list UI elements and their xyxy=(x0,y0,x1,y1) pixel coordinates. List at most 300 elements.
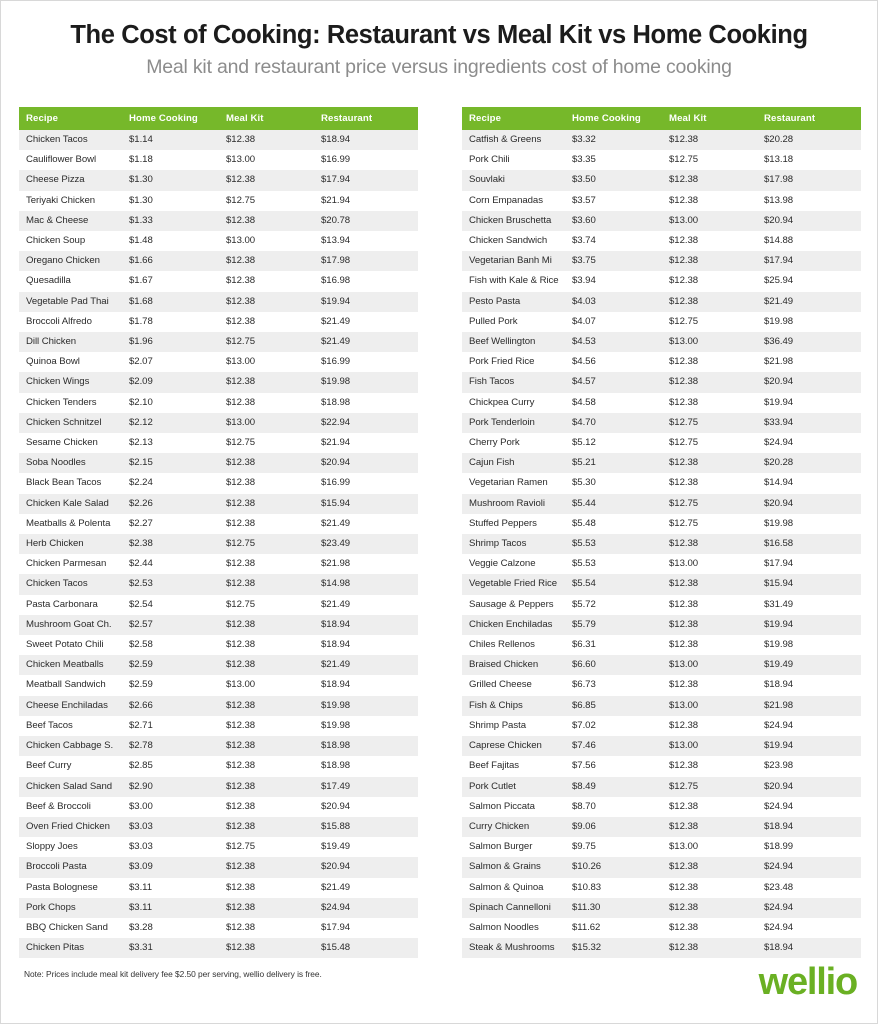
column-header-home-cooking: Home Cooking xyxy=(565,107,662,130)
cell-restaurant: $15.94 xyxy=(757,574,861,594)
cell-meal-kit: $12.75 xyxy=(662,150,757,170)
cell-recipe: Sausage & Peppers xyxy=(462,595,565,615)
cell-meal-kit: $12.38 xyxy=(662,857,757,877)
cell-home-cooking: $1.33 xyxy=(122,211,219,231)
table-row xyxy=(19,797,418,817)
footnote: Note: Prices include meal kit delivery fee $2.50 per serving, wellio delivery is free. xyxy=(24,969,322,979)
cell-restaurant: $21.49 xyxy=(314,332,418,352)
cell-recipe: Pork Chops xyxy=(19,898,122,918)
table-row xyxy=(19,170,418,190)
table-row xyxy=(19,615,418,635)
cell-restaurant: $13.18 xyxy=(757,150,861,170)
cell-home-cooking: $3.94 xyxy=(565,271,662,291)
cell-meal-kit: $12.38 xyxy=(219,574,314,594)
cell-restaurant: $17.94 xyxy=(757,554,861,574)
cell-meal-kit: $12.38 xyxy=(662,797,757,817)
cell-restaurant: $20.94 xyxy=(314,453,418,473)
cell-meal-kit: $13.00 xyxy=(219,413,314,433)
cell-meal-kit: $13.00 xyxy=(662,211,757,231)
cell-restaurant: $17.98 xyxy=(314,251,418,271)
table-row xyxy=(462,191,861,211)
cell-home-cooking: $4.53 xyxy=(565,332,662,352)
cell-restaurant: $19.94 xyxy=(757,615,861,635)
cell-home-cooking: $4.03 xyxy=(565,292,662,312)
cell-meal-kit: $13.00 xyxy=(662,736,757,756)
table-head-right xyxy=(462,107,861,130)
cell-recipe: Salmon Burger xyxy=(462,837,565,857)
cell-home-cooking: $11.62 xyxy=(565,918,662,938)
cell-recipe: Sesame Chicken xyxy=(19,433,122,453)
cell-home-cooking: $6.85 xyxy=(565,696,662,716)
cell-home-cooking: $2.38 xyxy=(122,534,219,554)
cell-recipe: Stuffed Peppers xyxy=(462,514,565,534)
cell-restaurant: $18.94 xyxy=(314,615,418,635)
cell-restaurant: $20.78 xyxy=(314,211,418,231)
cell-restaurant: $20.94 xyxy=(757,211,861,231)
cell-meal-kit: $12.38 xyxy=(219,170,314,190)
table-row xyxy=(19,494,418,514)
cell-home-cooking: $8.49 xyxy=(565,777,662,797)
left-table-block xyxy=(19,107,418,958)
cell-meal-kit: $12.38 xyxy=(219,251,314,271)
cell-recipe: Meatballs & Polenta xyxy=(19,514,122,534)
cell-recipe: Salmon Noodles xyxy=(462,918,565,938)
cell-home-cooking: $1.18 xyxy=(122,150,219,170)
cell-meal-kit: $12.38 xyxy=(219,494,314,514)
cell-restaurant: $18.94 xyxy=(314,130,418,150)
cell-recipe: Broccoli Alfredo xyxy=(19,312,122,332)
cell-home-cooking: $3.11 xyxy=(122,898,219,918)
cell-recipe: Chickpea Curry xyxy=(462,393,565,413)
page-footer xyxy=(1,961,878,1023)
cell-recipe: Chicken Salad Sand xyxy=(19,777,122,797)
table-row xyxy=(462,817,861,837)
cell-meal-kit: $12.75 xyxy=(219,595,314,615)
cell-meal-kit: $12.38 xyxy=(219,938,314,958)
table-body-right xyxy=(462,130,861,958)
cell-restaurant: $18.99 xyxy=(757,837,861,857)
cell-meal-kit: $12.38 xyxy=(219,473,314,493)
cell-restaurant: $21.49 xyxy=(314,655,418,675)
page-subtitle: Meal kit and restaurant price versus ingredients cost of home cooking xyxy=(146,56,732,79)
cell-home-cooking: $2.10 xyxy=(122,393,219,413)
cell-home-cooking: $1.66 xyxy=(122,251,219,271)
table-row xyxy=(462,473,861,493)
cell-meal-kit: $12.38 xyxy=(219,716,314,736)
cell-recipe: Chicken Pitas xyxy=(19,938,122,958)
cell-meal-kit: $12.38 xyxy=(662,453,757,473)
cell-meal-kit: $12.38 xyxy=(219,292,314,312)
cell-restaurant: $24.94 xyxy=(757,898,861,918)
cell-meal-kit: $12.38 xyxy=(219,696,314,716)
cell-recipe: Souvlaki xyxy=(462,170,565,190)
cell-recipe: Beef Fajitas xyxy=(462,756,565,776)
cell-restaurant: $23.48 xyxy=(757,878,861,898)
cell-home-cooking: $7.56 xyxy=(565,756,662,776)
cell-restaurant: $14.88 xyxy=(757,231,861,251)
cell-restaurant: $24.94 xyxy=(314,898,418,918)
table-row xyxy=(19,716,418,736)
cell-meal-kit: $12.38 xyxy=(219,372,314,392)
cell-home-cooking: $2.90 xyxy=(122,777,219,797)
table-row xyxy=(19,817,418,837)
cell-recipe: Fish with Kale & Rice xyxy=(462,271,565,291)
cell-restaurant: $24.94 xyxy=(757,857,861,877)
cell-restaurant: $21.49 xyxy=(314,514,418,534)
cell-restaurant: $18.94 xyxy=(314,635,418,655)
cell-home-cooking: $2.78 xyxy=(122,736,219,756)
cell-meal-kit: $12.38 xyxy=(219,453,314,473)
cell-meal-kit: $12.38 xyxy=(662,574,757,594)
cell-home-cooking: $3.00 xyxy=(122,797,219,817)
table-row xyxy=(462,292,861,312)
cell-meal-kit: $12.38 xyxy=(219,797,314,817)
cell-home-cooking: $1.30 xyxy=(122,191,219,211)
cell-home-cooking: $5.44 xyxy=(565,494,662,514)
cell-meal-kit: $12.38 xyxy=(662,878,757,898)
cell-restaurant: $19.94 xyxy=(314,292,418,312)
cell-restaurant: $14.94 xyxy=(757,473,861,493)
cell-meal-kit: $12.38 xyxy=(662,898,757,918)
cell-restaurant: $19.94 xyxy=(757,393,861,413)
table-row xyxy=(462,797,861,817)
cell-meal-kit: $12.38 xyxy=(662,170,757,190)
cell-meal-kit: $12.38 xyxy=(662,938,757,958)
table-row xyxy=(462,170,861,190)
cell-recipe: Chicken Bruschetta xyxy=(462,211,565,231)
cell-restaurant: $36.49 xyxy=(757,332,861,352)
cell-meal-kit: $12.38 xyxy=(662,191,757,211)
table-row xyxy=(19,736,418,756)
table-row xyxy=(19,393,418,413)
cell-home-cooking: $5.79 xyxy=(565,615,662,635)
cell-recipe: Shrimp Tacos xyxy=(462,534,565,554)
cell-recipe: Meatball Sandwich xyxy=(19,675,122,695)
table-head-left xyxy=(19,107,418,130)
cell-restaurant: $15.88 xyxy=(314,817,418,837)
column-header-restaurant: Restaurant xyxy=(314,107,418,130)
cell-recipe: Fish & Chips xyxy=(462,696,565,716)
cell-restaurant: $16.99 xyxy=(314,150,418,170)
column-header-meal-kit: Meal Kit xyxy=(662,107,757,130)
cell-home-cooking: $1.67 xyxy=(122,271,219,291)
cell-recipe: Cajun Fish xyxy=(462,453,565,473)
cell-meal-kit: $12.38 xyxy=(219,878,314,898)
cell-recipe: Steak & Mushrooms xyxy=(462,938,565,958)
cell-restaurant: $21.49 xyxy=(314,595,418,615)
cell-home-cooking: $4.56 xyxy=(565,352,662,372)
cell-meal-kit: $12.38 xyxy=(219,655,314,675)
cell-home-cooking: $8.70 xyxy=(565,797,662,817)
cell-restaurant: $16.99 xyxy=(314,352,418,372)
cell-meal-kit: $12.75 xyxy=(219,433,314,453)
table-header-row xyxy=(462,107,861,130)
cell-home-cooking: $2.13 xyxy=(122,433,219,453)
table-row xyxy=(19,292,418,312)
cell-home-cooking: $5.72 xyxy=(565,595,662,615)
cell-home-cooking: $5.54 xyxy=(565,574,662,594)
cell-home-cooking: $11.30 xyxy=(565,898,662,918)
cell-meal-kit: $12.75 xyxy=(219,191,314,211)
cell-home-cooking: $1.30 xyxy=(122,170,219,190)
table-row xyxy=(19,534,418,554)
table-header-row xyxy=(19,107,418,130)
cell-meal-kit: $12.38 xyxy=(219,898,314,918)
cell-recipe: Pasta Carbonara xyxy=(19,595,122,615)
table-row xyxy=(19,332,418,352)
table-row xyxy=(462,675,861,695)
table-row xyxy=(462,534,861,554)
cell-restaurant: $21.98 xyxy=(757,696,861,716)
cell-restaurant: $21.94 xyxy=(314,433,418,453)
cell-home-cooking: $6.73 xyxy=(565,675,662,695)
table-row xyxy=(19,352,418,372)
cell-recipe: Caprese Chicken xyxy=(462,736,565,756)
cell-home-cooking: $6.31 xyxy=(565,635,662,655)
cell-restaurant: $20.28 xyxy=(757,453,861,473)
table-row xyxy=(19,857,418,877)
cell-recipe: Quinoa Bowl xyxy=(19,352,122,372)
cell-restaurant: $15.48 xyxy=(314,938,418,958)
cell-meal-kit: $12.38 xyxy=(219,635,314,655)
cell-recipe: Dill Chicken xyxy=(19,332,122,352)
cell-restaurant: $19.98 xyxy=(314,372,418,392)
table-row xyxy=(462,898,861,918)
cell-home-cooking: $2.15 xyxy=(122,453,219,473)
cell-restaurant: $17.49 xyxy=(314,777,418,797)
cell-restaurant: $24.94 xyxy=(757,716,861,736)
cell-meal-kit: $12.38 xyxy=(219,736,314,756)
table-row xyxy=(19,655,418,675)
cell-home-cooking: $5.53 xyxy=(565,554,662,574)
cell-recipe: Oregano Chicken xyxy=(19,251,122,271)
cell-restaurant: $19.98 xyxy=(314,716,418,736)
cell-recipe: Chicken Schnitzel xyxy=(19,413,122,433)
cell-home-cooking: $4.07 xyxy=(565,312,662,332)
table-row xyxy=(462,494,861,514)
cell-meal-kit: $12.75 xyxy=(219,534,314,554)
cell-restaurant: $19.98 xyxy=(757,312,861,332)
cell-meal-kit: $13.00 xyxy=(662,655,757,675)
cell-home-cooking: $2.59 xyxy=(122,655,219,675)
cell-restaurant: $18.94 xyxy=(314,675,418,695)
cell-recipe: Catfish & Greens xyxy=(462,130,565,150)
cell-recipe: Beef Curry xyxy=(19,756,122,776)
cell-recipe: Teriyaki Chicken xyxy=(19,191,122,211)
cell-restaurant: $24.94 xyxy=(757,918,861,938)
table-row xyxy=(462,736,861,756)
table-row xyxy=(19,130,418,150)
cell-restaurant: $21.94 xyxy=(314,191,418,211)
cell-meal-kit: $12.38 xyxy=(219,312,314,332)
table-row xyxy=(19,251,418,271)
cell-restaurant: $18.94 xyxy=(757,938,861,958)
table-row xyxy=(19,271,418,291)
cell-meal-kit: $13.00 xyxy=(219,231,314,251)
cell-home-cooking: $1.78 xyxy=(122,312,219,332)
table-row xyxy=(19,756,418,776)
cell-home-cooking: $9.06 xyxy=(565,817,662,837)
cell-home-cooking: $5.30 xyxy=(565,473,662,493)
cell-restaurant: $15.94 xyxy=(314,494,418,514)
cell-restaurant: $21.49 xyxy=(757,292,861,312)
cell-meal-kit: $12.75 xyxy=(662,514,757,534)
cell-recipe: Quesadilla xyxy=(19,271,122,291)
cell-meal-kit: $13.00 xyxy=(662,554,757,574)
table-row xyxy=(19,413,418,433)
table-row xyxy=(19,675,418,695)
cell-meal-kit: $13.00 xyxy=(662,332,757,352)
cell-home-cooking: $5.48 xyxy=(565,514,662,534)
cell-recipe: Corn Empanadas xyxy=(462,191,565,211)
cell-recipe: Salmon & Grains xyxy=(462,857,565,877)
cell-meal-kit: $12.38 xyxy=(662,675,757,695)
cell-restaurant: $19.49 xyxy=(757,655,861,675)
cell-meal-kit: $12.38 xyxy=(662,231,757,251)
cell-recipe: Cherry Pork xyxy=(462,433,565,453)
table-row xyxy=(462,878,861,898)
cell-home-cooking: $3.50 xyxy=(565,170,662,190)
column-header-meal-kit: Meal Kit xyxy=(219,107,314,130)
column-header-recipe: Recipe xyxy=(19,107,122,130)
cell-recipe: Salmon Piccata xyxy=(462,797,565,817)
table-row xyxy=(462,918,861,938)
cell-home-cooking: $2.85 xyxy=(122,756,219,776)
table-row xyxy=(19,554,418,574)
cell-home-cooking: $2.44 xyxy=(122,554,219,574)
cell-meal-kit: $12.38 xyxy=(662,372,757,392)
cell-recipe: Vegetarian Banh Mi xyxy=(462,251,565,271)
cell-meal-kit: $12.38 xyxy=(662,817,757,837)
cell-meal-kit: $12.38 xyxy=(662,534,757,554)
table-row xyxy=(462,332,861,352)
cell-restaurant: $21.98 xyxy=(757,352,861,372)
table-row xyxy=(19,372,418,392)
cell-recipe: Chicken Parmesan xyxy=(19,554,122,574)
cell-meal-kit: $12.38 xyxy=(662,716,757,736)
table-row xyxy=(19,635,418,655)
cell-restaurant: $33.94 xyxy=(757,413,861,433)
cell-restaurant: $19.94 xyxy=(757,736,861,756)
cell-home-cooking: $2.53 xyxy=(122,574,219,594)
cell-meal-kit: $12.38 xyxy=(662,473,757,493)
table-row xyxy=(462,574,861,594)
cell-recipe: Beef Wellington xyxy=(462,332,565,352)
cell-recipe: Chiles Rellenos xyxy=(462,635,565,655)
cell-home-cooking: $2.54 xyxy=(122,595,219,615)
cell-home-cooking: $2.71 xyxy=(122,716,219,736)
cell-restaurant: $21.49 xyxy=(314,878,418,898)
cell-home-cooking: $1.48 xyxy=(122,231,219,251)
cell-home-cooking: $5.53 xyxy=(565,534,662,554)
cell-recipe: Chicken Meatballs xyxy=(19,655,122,675)
cell-recipe: Curry Chicken xyxy=(462,817,565,837)
table-row xyxy=(19,837,418,857)
table-row xyxy=(462,837,861,857)
table-row xyxy=(462,554,861,574)
cell-recipe: BBQ Chicken Sand xyxy=(19,918,122,938)
cell-recipe: Chicken Tenders xyxy=(19,393,122,413)
cell-home-cooking: $1.96 xyxy=(122,332,219,352)
cell-meal-kit: $12.38 xyxy=(219,554,314,574)
cell-home-cooking: $3.28 xyxy=(122,918,219,938)
cell-meal-kit: $13.00 xyxy=(662,696,757,716)
cell-recipe: Pasta Bolognese xyxy=(19,878,122,898)
cell-home-cooking: $7.46 xyxy=(565,736,662,756)
cell-home-cooking: $4.58 xyxy=(565,393,662,413)
column-header-recipe: Recipe xyxy=(462,107,565,130)
cell-restaurant: $20.28 xyxy=(757,130,861,150)
table-row xyxy=(462,857,861,877)
table-row xyxy=(462,251,861,271)
page-title: The Cost of Cooking: Restaurant vs Meal Kit vs Home Cooking xyxy=(70,21,808,49)
table-row xyxy=(19,696,418,716)
cell-restaurant: $17.94 xyxy=(757,251,861,271)
cell-restaurant: $21.98 xyxy=(314,554,418,574)
cell-home-cooking: $1.68 xyxy=(122,292,219,312)
table-row xyxy=(462,352,861,372)
cell-home-cooking: $6.60 xyxy=(565,655,662,675)
table-row xyxy=(19,918,418,938)
cell-recipe: Chicken Tacos xyxy=(19,574,122,594)
cell-recipe: Fish Tacos xyxy=(462,372,565,392)
cell-recipe: Pulled Pork xyxy=(462,312,565,332)
cell-meal-kit: $13.00 xyxy=(219,352,314,372)
cell-meal-kit: $12.75 xyxy=(662,312,757,332)
cell-home-cooking: $3.31 xyxy=(122,938,219,958)
table-row xyxy=(462,615,861,635)
cell-recipe: Mushroom Goat Ch. xyxy=(19,615,122,635)
cell-restaurant: $18.94 xyxy=(757,817,861,837)
cell-home-cooking: $2.59 xyxy=(122,675,219,695)
cell-recipe: Pork Tenderloin xyxy=(462,413,565,433)
column-header-home-cooking: Home Cooking xyxy=(122,107,219,130)
table-row xyxy=(19,231,418,251)
cell-recipe: Vegetarian Ramen xyxy=(462,473,565,493)
cell-restaurant: $19.98 xyxy=(314,696,418,716)
cell-restaurant: $19.49 xyxy=(314,837,418,857)
cell-home-cooking: $3.09 xyxy=(122,857,219,877)
column-header-restaurant: Restaurant xyxy=(757,107,861,130)
cell-meal-kit: $12.38 xyxy=(662,271,757,291)
table-row xyxy=(462,312,861,332)
cell-home-cooking: $2.57 xyxy=(122,615,219,635)
cell-recipe: Pork Fried Rice xyxy=(462,352,565,372)
cell-home-cooking: $3.75 xyxy=(565,251,662,271)
cell-meal-kit: $12.38 xyxy=(219,514,314,534)
cell-recipe: Mac & Cheese xyxy=(19,211,122,231)
cell-meal-kit: $12.38 xyxy=(219,817,314,837)
table-row xyxy=(462,393,861,413)
cell-meal-kit: $12.75 xyxy=(662,494,757,514)
price-table-left xyxy=(19,107,418,958)
table-body-left xyxy=(19,130,418,958)
table-row xyxy=(19,898,418,918)
cell-restaurant: $18.98 xyxy=(314,756,418,776)
cell-home-cooking: $5.12 xyxy=(565,433,662,453)
price-table-right xyxy=(462,107,861,958)
cell-restaurant: $19.98 xyxy=(757,514,861,534)
cell-recipe: Chicken Soup xyxy=(19,231,122,251)
table-row xyxy=(19,433,418,453)
table-row xyxy=(19,191,418,211)
cell-restaurant: $17.98 xyxy=(757,170,861,190)
cell-restaurant: $16.98 xyxy=(314,271,418,291)
table-row xyxy=(462,655,861,675)
cell-home-cooking: $3.11 xyxy=(122,878,219,898)
cell-recipe: Cheese Pizza xyxy=(19,170,122,190)
cell-restaurant: $21.49 xyxy=(314,312,418,332)
